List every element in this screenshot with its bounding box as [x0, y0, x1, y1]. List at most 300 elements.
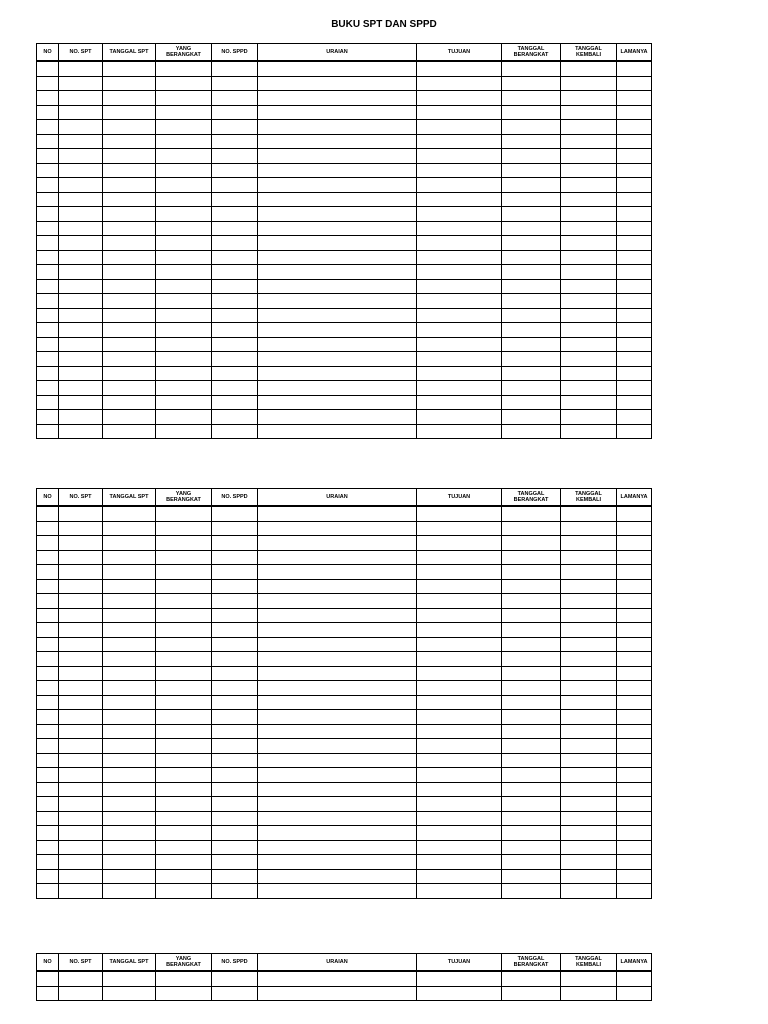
- table-cell: [258, 506, 417, 521]
- table-cell: [502, 608, 561, 623]
- header-row: [37, 44, 652, 62]
- table-cell: [502, 826, 561, 841]
- table-cell: [258, 884, 417, 899]
- table-row: [37, 768, 652, 783]
- table-cell: [156, 637, 212, 652]
- table-cell: [502, 681, 561, 696]
- table-row: [37, 192, 652, 207]
- table-cell: [417, 134, 502, 149]
- table-cell: [502, 265, 561, 280]
- col-header-uraian: URAIAN: [258, 954, 417, 972]
- table-cell: [561, 869, 617, 884]
- table-cell: [258, 120, 417, 135]
- table-cell: [212, 840, 258, 855]
- table-row: [37, 753, 652, 768]
- table-cell: [502, 884, 561, 899]
- table-cell: [156, 855, 212, 870]
- col-header-tanggal-berangkat: TANGGAL BERANGKAT: [502, 44, 561, 62]
- table-cell: [417, 695, 502, 710]
- table-cell: [59, 986, 103, 1001]
- table-cell: [258, 76, 417, 91]
- table-cell: [156, 594, 212, 609]
- table-row: [37, 797, 652, 812]
- table-cell: [502, 869, 561, 884]
- table-cell: [156, 105, 212, 120]
- table-cell: [617, 739, 652, 754]
- table-cell: [103, 76, 156, 91]
- table-cell: [37, 782, 59, 797]
- table-cell: [103, 250, 156, 265]
- table-cell: [212, 797, 258, 812]
- table-cell: [502, 550, 561, 565]
- table-cell: [156, 652, 212, 667]
- table-cell: [37, 724, 59, 739]
- table-cell: [59, 521, 103, 536]
- table-row: [37, 506, 652, 521]
- table-cell: [617, 608, 652, 623]
- table-cell: [561, 884, 617, 899]
- table-cell: [156, 521, 212, 536]
- table-cell: [502, 120, 561, 135]
- page-title: BUKU SPT DAN SPPD: [331, 19, 437, 30]
- table-cell: [258, 869, 417, 884]
- table-cell: [156, 352, 212, 367]
- table-cell: [59, 294, 103, 309]
- table-cell: [417, 61, 502, 76]
- table-cell: [59, 652, 103, 667]
- table-cell: [258, 250, 417, 265]
- table-cell: [59, 782, 103, 797]
- table-cell: [502, 506, 561, 521]
- table-cell: [59, 797, 103, 812]
- table-row: [37, 695, 652, 710]
- table-cell: [617, 506, 652, 521]
- col-header-tanggal-kembali: TANGGAL KEMBALI: [561, 489, 617, 507]
- table-cell: [156, 840, 212, 855]
- table-cell: [417, 797, 502, 812]
- table-cell: [103, 768, 156, 783]
- col-header-no: NO: [37, 954, 59, 972]
- table-cell: [617, 695, 652, 710]
- table-cell: [561, 279, 617, 294]
- table-cell: [561, 608, 617, 623]
- table-cell: [156, 579, 212, 594]
- table-cell: [561, 149, 617, 164]
- table-cell: [103, 536, 156, 551]
- table-cell: [59, 623, 103, 638]
- table-cell: [561, 724, 617, 739]
- table-cell: [156, 381, 212, 396]
- table-cell: [59, 61, 103, 76]
- table-cell: [37, 579, 59, 594]
- table-cell: [561, 207, 617, 222]
- table-cell: [258, 352, 417, 367]
- table-cell: [103, 681, 156, 696]
- col-header-lamanya: LAMANYA: [617, 954, 652, 972]
- table-cell: [417, 294, 502, 309]
- table-cell: [103, 579, 156, 594]
- table-cell: [502, 323, 561, 338]
- table-cell: [37, 149, 59, 164]
- table-cell: [37, 236, 59, 251]
- table-cell: [502, 424, 561, 439]
- table-row: [37, 840, 652, 855]
- table-cell: [561, 381, 617, 396]
- table-cell: [37, 594, 59, 609]
- table-cell: [156, 536, 212, 551]
- table-cell: [37, 550, 59, 565]
- table-cell: [156, 395, 212, 410]
- table-row: [37, 884, 652, 899]
- table-row: [37, 61, 652, 76]
- table-cell: [59, 76, 103, 91]
- table-cell: [258, 91, 417, 106]
- table-cell: [417, 366, 502, 381]
- table-cell: [502, 308, 561, 323]
- table-row: [37, 565, 652, 580]
- table-cell: [37, 710, 59, 725]
- table-cell: [156, 279, 212, 294]
- table-cell: [212, 724, 258, 739]
- table-cell: [59, 608, 103, 623]
- table-cell: [212, 681, 258, 696]
- table-cell: [212, 337, 258, 352]
- table-cell: [37, 739, 59, 754]
- table-cell: [212, 105, 258, 120]
- table-row: [37, 149, 652, 164]
- table-cell: [617, 594, 652, 609]
- table-cell: [502, 149, 561, 164]
- table-cell: [502, 666, 561, 681]
- table-row: [37, 869, 652, 884]
- table-cell: [59, 666, 103, 681]
- table-cell: [212, 594, 258, 609]
- table-cell: [258, 565, 417, 580]
- table-row: [37, 265, 652, 280]
- table-cell: [59, 768, 103, 783]
- table-cell: [37, 797, 59, 812]
- table-cell: [417, 120, 502, 135]
- table-cell: [59, 279, 103, 294]
- table-cell: [212, 768, 258, 783]
- table-cell: [37, 134, 59, 149]
- table-cell: [103, 710, 156, 725]
- table-cell: [103, 666, 156, 681]
- table-cell: [258, 221, 417, 236]
- table-cell: [37, 565, 59, 580]
- table-cell: [37, 768, 59, 783]
- table-cell: [617, 710, 652, 725]
- table-cell: [561, 666, 617, 681]
- table-cell: [156, 265, 212, 280]
- col-header-tanggal-berangkat: TANGGAL BERANGKAT: [502, 954, 561, 972]
- table-cell: [59, 681, 103, 696]
- table-cell: [417, 323, 502, 338]
- table-cell: [156, 91, 212, 106]
- col-header-no-sppd: NO. SPPD: [212, 489, 258, 507]
- table-cell: [502, 797, 561, 812]
- table-row: [37, 134, 652, 149]
- table-cell: [502, 637, 561, 652]
- table-cell: [502, 594, 561, 609]
- table-cell: [561, 652, 617, 667]
- table-cell: [417, 506, 502, 521]
- table-row: [37, 410, 652, 425]
- register-table-1: [36, 43, 652, 439]
- table-cell: [37, 76, 59, 91]
- table-cell: [258, 149, 417, 164]
- table-cell: [212, 323, 258, 338]
- table-cell: [212, 608, 258, 623]
- table-cell: [502, 294, 561, 309]
- table-cell: [59, 207, 103, 222]
- table-cell: [502, 724, 561, 739]
- table-cell: [103, 608, 156, 623]
- table-row: [37, 250, 652, 265]
- table-cell: [156, 250, 212, 265]
- table-row: [37, 724, 652, 739]
- table-cell: [212, 753, 258, 768]
- col-header-no: NO: [37, 44, 59, 62]
- table-cell: [417, 840, 502, 855]
- table-cell: [103, 695, 156, 710]
- table-cell: [103, 637, 156, 652]
- table-cell: [59, 811, 103, 826]
- table-cell: [417, 594, 502, 609]
- table-cell: [258, 308, 417, 323]
- table-cell: [561, 352, 617, 367]
- table-cell: [258, 724, 417, 739]
- table-cell: [37, 294, 59, 309]
- table-cell: [37, 986, 59, 1001]
- table-cell: [103, 308, 156, 323]
- table-cell: [156, 207, 212, 222]
- table-cell: [103, 811, 156, 826]
- table-cell: [59, 410, 103, 425]
- table-cell: [561, 550, 617, 565]
- table-cell: [258, 826, 417, 841]
- table-cell: [103, 986, 156, 1001]
- table-cell: [617, 134, 652, 149]
- table-cell: [59, 971, 103, 986]
- table-cell: [156, 971, 212, 986]
- table-cell: [502, 61, 561, 76]
- table-cell: [156, 782, 212, 797]
- table-cell: [258, 536, 417, 551]
- table-cell: [59, 869, 103, 884]
- table-row: [37, 811, 652, 826]
- table-cell: [212, 265, 258, 280]
- table-cell: [103, 652, 156, 667]
- table-cell: [561, 623, 617, 638]
- table-cell: [156, 76, 212, 91]
- table-cell: [417, 308, 502, 323]
- table-row: [37, 105, 652, 120]
- table-cell: [617, 797, 652, 812]
- table-cell: [258, 265, 417, 280]
- table-cell: [561, 120, 617, 135]
- table-cell: [561, 236, 617, 251]
- table-cell: [37, 120, 59, 135]
- table-cell: [502, 768, 561, 783]
- table-cell: [617, 724, 652, 739]
- table-cell: [258, 163, 417, 178]
- table-cell: [417, 724, 502, 739]
- table-cell: [617, 811, 652, 826]
- table-cell: [59, 134, 103, 149]
- table-cell: [502, 76, 561, 91]
- table-cell: [212, 637, 258, 652]
- table-cell: [103, 724, 156, 739]
- table-cell: [561, 308, 617, 323]
- table-cell: [59, 308, 103, 323]
- table-cell: [103, 163, 156, 178]
- table-row: [37, 163, 652, 178]
- table-cell: [59, 395, 103, 410]
- table-cell: [212, 134, 258, 149]
- table-cell: [103, 395, 156, 410]
- table-cell: [258, 710, 417, 725]
- table-cell: [417, 710, 502, 725]
- table-cell: [617, 105, 652, 120]
- table-cell: [103, 840, 156, 855]
- table-cell: [156, 506, 212, 521]
- table-cell: [502, 623, 561, 638]
- table-cell: [617, 637, 652, 652]
- table-cell: [417, 768, 502, 783]
- table-row: [37, 352, 652, 367]
- table-cell: [417, 381, 502, 396]
- table-cell: [156, 308, 212, 323]
- table-cell: [617, 178, 652, 193]
- table-cell: [617, 207, 652, 222]
- table-cell: [103, 410, 156, 425]
- table-cell: [502, 366, 561, 381]
- col-header-tanggal-kembali: TANGGAL KEMBALI: [561, 44, 617, 62]
- table-cell: [103, 337, 156, 352]
- table-cell: [37, 681, 59, 696]
- table-cell: [156, 666, 212, 681]
- table-cell: [258, 279, 417, 294]
- table-cell: [617, 681, 652, 696]
- table-cell: [212, 381, 258, 396]
- table-cell: [617, 986, 652, 1001]
- table-cell: [561, 134, 617, 149]
- table-cell: [156, 134, 212, 149]
- table-cell: [103, 594, 156, 609]
- register-table-2: [36, 488, 652, 899]
- table-cell: [103, 207, 156, 222]
- table-row: [37, 550, 652, 565]
- table-cell: [561, 424, 617, 439]
- col-header-lamanya: LAMANYA: [617, 489, 652, 507]
- table-cell: [103, 178, 156, 193]
- table-cell: [212, 623, 258, 638]
- table-cell: [258, 207, 417, 222]
- table-cell: [156, 192, 212, 207]
- table-cell: [258, 192, 417, 207]
- table-cell: [212, 91, 258, 106]
- table-cell: [502, 410, 561, 425]
- table-cell: [156, 149, 212, 164]
- table-cell: [59, 352, 103, 367]
- table-cell: [502, 91, 561, 106]
- table-cell: [417, 623, 502, 638]
- table-cell: [502, 207, 561, 222]
- table-cell: [37, 652, 59, 667]
- table-cell: [103, 381, 156, 396]
- table-cell: [37, 163, 59, 178]
- table-cell: [617, 352, 652, 367]
- table-cell: [258, 681, 417, 696]
- table-cell: [156, 623, 212, 638]
- col-header-yang-berangkat: YANG BERANGKAT: [156, 954, 212, 972]
- table-cell: [212, 366, 258, 381]
- table-cell: [502, 105, 561, 120]
- table-cell: [417, 250, 502, 265]
- table-cell: [212, 884, 258, 899]
- table-cell: [156, 294, 212, 309]
- table-cell: [103, 149, 156, 164]
- table-cell: [156, 869, 212, 884]
- table-row: [37, 855, 652, 870]
- table-row: [37, 521, 652, 536]
- table-cell: [561, 250, 617, 265]
- table-cell: [417, 337, 502, 352]
- table-cell: [561, 506, 617, 521]
- table-cell: [37, 279, 59, 294]
- table-cell: [417, 76, 502, 91]
- table-cell: [617, 550, 652, 565]
- table-cell: [561, 565, 617, 580]
- table-cell: [212, 424, 258, 439]
- table-cell: [37, 352, 59, 367]
- table-cell: [212, 666, 258, 681]
- table-cell: [502, 352, 561, 367]
- table-cell: [258, 550, 417, 565]
- table-cell: [37, 811, 59, 826]
- table-cell: [561, 971, 617, 986]
- table-row: [37, 337, 652, 352]
- table-cell: [417, 811, 502, 826]
- table-cell: [37, 884, 59, 899]
- table-cell: [156, 565, 212, 580]
- register-table-3: [36, 953, 652, 1001]
- table-cell: [417, 826, 502, 841]
- table-cell: [502, 221, 561, 236]
- table-row: [37, 637, 652, 652]
- col-header-tanggal-spt: TANGGAL SPT: [103, 44, 156, 62]
- table-cell: [617, 652, 652, 667]
- table-cell: [258, 855, 417, 870]
- table-cell: [258, 739, 417, 754]
- table-cell: [37, 424, 59, 439]
- table-cell: [617, 768, 652, 783]
- table-cell: [561, 91, 617, 106]
- table-cell: [156, 221, 212, 236]
- table-cell: [212, 739, 258, 754]
- table-cell: [417, 666, 502, 681]
- col-header-uraian: URAIAN: [258, 489, 417, 507]
- table-cell: [561, 826, 617, 841]
- table-cell: [561, 579, 617, 594]
- table-cell: [37, 971, 59, 986]
- table-cell: [103, 323, 156, 338]
- table-cell: [617, 424, 652, 439]
- table-row: [37, 782, 652, 797]
- table-cell: [37, 61, 59, 76]
- table-cell: [103, 971, 156, 986]
